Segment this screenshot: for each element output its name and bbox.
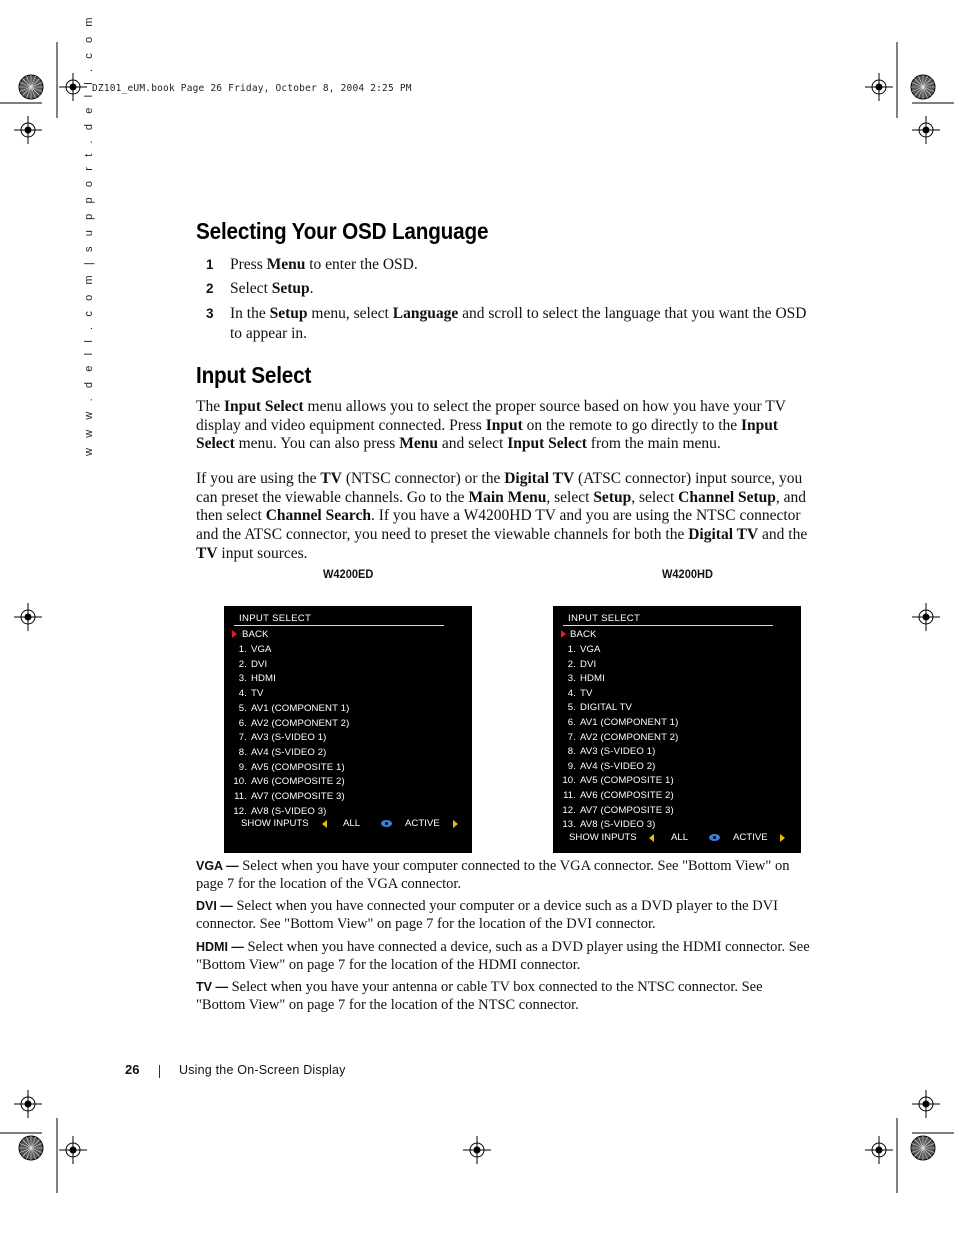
osd-item-number: 5. [238, 702, 247, 714]
definition-tv: TV — Select when you have your antenna or cable TV box connected to the NTSC connector. See "Bottom View" on page 7 for the location of the NTSC connector. [196, 979, 763, 1013]
page-number: 26 [125, 1062, 140, 1077]
osd-item-label: TV [580, 687, 593, 699]
osd-screen-w4200ed [224, 606, 472, 853]
caption-w4200ed: W4200ED [323, 567, 374, 581]
osd-item-number: 10. [233, 776, 247, 788]
step-number: 1 [206, 257, 214, 272]
osd-item-number: 10. [562, 775, 576, 787]
osd-item-label: VGA [580, 644, 601, 655]
osd-item-number: 8. [238, 746, 247, 758]
left-arrow-icon [649, 834, 654, 842]
osd-item-label: AV5 (COMPOSITE 1) [251, 761, 345, 773]
osd-input-item[interactable] [558, 790, 674, 801]
step-text: Press Menu to enter the OSD. [230, 256, 418, 273]
osd-item-label: TV [251, 688, 264, 700]
side-url-text: w w w . d e l l . c o m | s u p p o r t . d e l l . c o m [83, 13, 95, 456]
osd-item-label: AV6 (COMPOSITE 2) [251, 776, 345, 788]
definition-hdmi: HDMI — Select when you have connected a device, such as a DVD player using the HDMI connector. See "Bottom View" on page 7 for the location of the HDMI connector. [196, 939, 810, 973]
osd-input-item[interactable] [229, 688, 263, 699]
osd-item-label: AV1 (COMPONENT 1) [580, 717, 679, 728]
osd-input-item[interactable] [558, 659, 596, 670]
osd-item-number: 6. [567, 717, 576, 728]
osd-divider [234, 625, 444, 626]
footer-divider [159, 1065, 160, 1078]
osd-all-option: ALL [343, 818, 361, 829]
osd-item-label: AV3 (S-VIDEO 1) [580, 746, 656, 758]
osd-item-number: 2. [238, 658, 247, 670]
osd-input-item[interactable] [229, 806, 326, 817]
osd-item-number: 8. [567, 746, 576, 758]
section-title-input-select: Input Select [196, 362, 312, 388]
osd-item-number: 4. [567, 687, 576, 699]
osd-input-item[interactable] [229, 644, 272, 655]
osd-item-number: 9. [238, 761, 247, 773]
osd-back: BACK [570, 629, 597, 640]
osd-item-label: AV6 (COMPOSITE 2) [580, 790, 674, 801]
step-number: 3 [206, 306, 214, 321]
osd-item-label: AV8 (S-VIDEO 3) [251, 805, 327, 817]
step-text: In the Setup menu, select Language and scroll to select the language that you want the OSD to appear in. [230, 305, 807, 342]
osd-item-number: 3. [238, 673, 247, 685]
osd-item-number: 4. [238, 688, 247, 700]
definition-dvi: DVI — Select when you have connected your computer or a device such as a DVD player to the DVI connector. See "Bottom View" on page 7 for the location of the DVI connector. [196, 898, 778, 932]
right-arrow-icon [780, 834, 785, 842]
osd-item-label: AV2 (COMPONENT 2) [580, 731, 679, 743]
osd-input-item[interactable] [558, 746, 655, 757]
osd-item-label: DVI [580, 658, 597, 670]
step-text: Select Setup. [230, 280, 314, 297]
osd-item-number: 3. [567, 673, 576, 685]
paragraph-input-select: The Input Select menu allows you to select the proper source based on how you have your TV display and video equipment connected. Press Input on the remote to go directly to the Input Select menu. You can also press Menu and select Input Select from the main menu. [196, 398, 786, 453]
osd-item-number: 5. [567, 702, 576, 714]
osd-back: BACK [242, 629, 269, 640]
selection-arrow-icon [232, 630, 237, 638]
osd-item-label: DVI [251, 658, 268, 670]
selection-arrow-icon [561, 630, 566, 638]
osd-title: INPUT SELECT [568, 613, 641, 624]
osd-active-option: ACTIVE [733, 832, 768, 843]
osd-item-number: 13. [562, 819, 576, 831]
osd-item-label: AV4 (S-VIDEO 2) [580, 760, 656, 772]
osd-input-item[interactable] [229, 673, 276, 684]
osd-input-item[interactable] [558, 819, 655, 830]
osd-item-label: AV8 (S-VIDEO 3) [580, 819, 656, 831]
toggle-eye-icon [709, 834, 720, 841]
osd-show-inputs: SHOW INPUTS [241, 818, 309, 829]
osd-item-label: AV7 (COMPOSITE 3) [580, 804, 674, 816]
osd-item-number: 12. [233, 805, 247, 817]
osd-input-item[interactable] [558, 644, 601, 655]
osd-divider [563, 625, 773, 626]
step-number: 2 [206, 281, 214, 296]
osd-item-number: 1. [238, 644, 247, 655]
osd-all-option: ALL [671, 832, 689, 843]
caption-w4200hd: W4200HD [662, 567, 713, 581]
osd-input-item[interactable] [229, 703, 349, 714]
definition-vga: VGA — Select when you have your computer connected to the VGA connector. See "Bottom View" on page 7 for the location of the VGA connector. [196, 858, 790, 892]
osd-input-item[interactable] [229, 747, 326, 758]
osd-item-number: 2. [567, 658, 576, 670]
osd-item-label: HDMI [251, 673, 276, 685]
osd-input-item[interactable] [229, 776, 345, 787]
paragraph-channel-preset: If you are using the TV (NTSC connector) or the Digital TV (ATSC connector) input source, you can preset the viewable channels. Go to the Main Menu, select Setup, select Channel Setup, and then select Channel Search. If you have a W4200HD TV and you are using the NTSC connector and the ATSC connector, you need to preset the viewable channels for both the Digital TV and the TV input sources. [196, 470, 808, 562]
osd-item-label: DIGITAL TV [580, 702, 632, 714]
osd-item-number: 1. [567, 644, 576, 655]
osd-input-item[interactable] [229, 791, 345, 802]
osd-item-number: 9. [567, 760, 576, 772]
osd-input-item[interactable] [558, 775, 674, 786]
osd-item-label: AV1 (COMPONENT 1) [251, 702, 350, 714]
osd-active-option: ACTIVE [405, 818, 440, 829]
osd-input-item[interactable] [558, 673, 605, 684]
osd-item-label: AV7 (COMPOSITE 3) [251, 791, 345, 802]
chapter-title: Using the On-Screen Display [179, 1063, 346, 1077]
osd-item-number: 7. [238, 732, 247, 744]
osd-input-item[interactable] [558, 717, 678, 728]
osd-item-label: AV4 (S-VIDEO 2) [251, 746, 327, 758]
osd-input-item[interactable] [558, 805, 674, 816]
osd-input-item[interactable] [229, 718, 349, 729]
osd-input-item[interactable] [558, 688, 592, 699]
osd-input-item[interactable] [229, 762, 345, 773]
osd-item-number: 11. [563, 790, 576, 801]
section-title-osd-language: Selecting Your OSD Language [196, 218, 489, 244]
osd-item-label: HDMI [580, 673, 605, 685]
osd-show-inputs: SHOW INPUTS [569, 832, 637, 843]
osd-item-label: AV2 (COMPONENT 2) [251, 717, 350, 729]
left-arrow-icon [322, 820, 327, 828]
osd-input-item[interactable] [229, 732, 326, 743]
osd-item-number: 7. [567, 731, 576, 743]
osd-screen-w4200hd [553, 606, 801, 853]
osd-item-label: VGA [251, 644, 272, 655]
toggle-eye-icon [381, 820, 392, 827]
osd-item-label: AV5 (COMPOSITE 1) [580, 775, 674, 787]
print-header: DZ101_eUM.book Page 26 Friday, October 8, 2004 2:25 PM [92, 83, 412, 94]
osd-item-label: AV3 (S-VIDEO 1) [251, 732, 327, 744]
osd-item-number: 11. [234, 791, 247, 802]
osd-input-item[interactable] [558, 732, 678, 743]
osd-title: INPUT SELECT [239, 613, 312, 624]
osd-input-item[interactable] [558, 761, 655, 772]
osd-input-item[interactable] [558, 702, 632, 713]
osd-item-number: 12. [562, 804, 576, 816]
osd-input-item[interactable] [229, 659, 267, 670]
right-arrow-icon [453, 820, 458, 828]
osd-item-number: 6. [238, 717, 247, 729]
